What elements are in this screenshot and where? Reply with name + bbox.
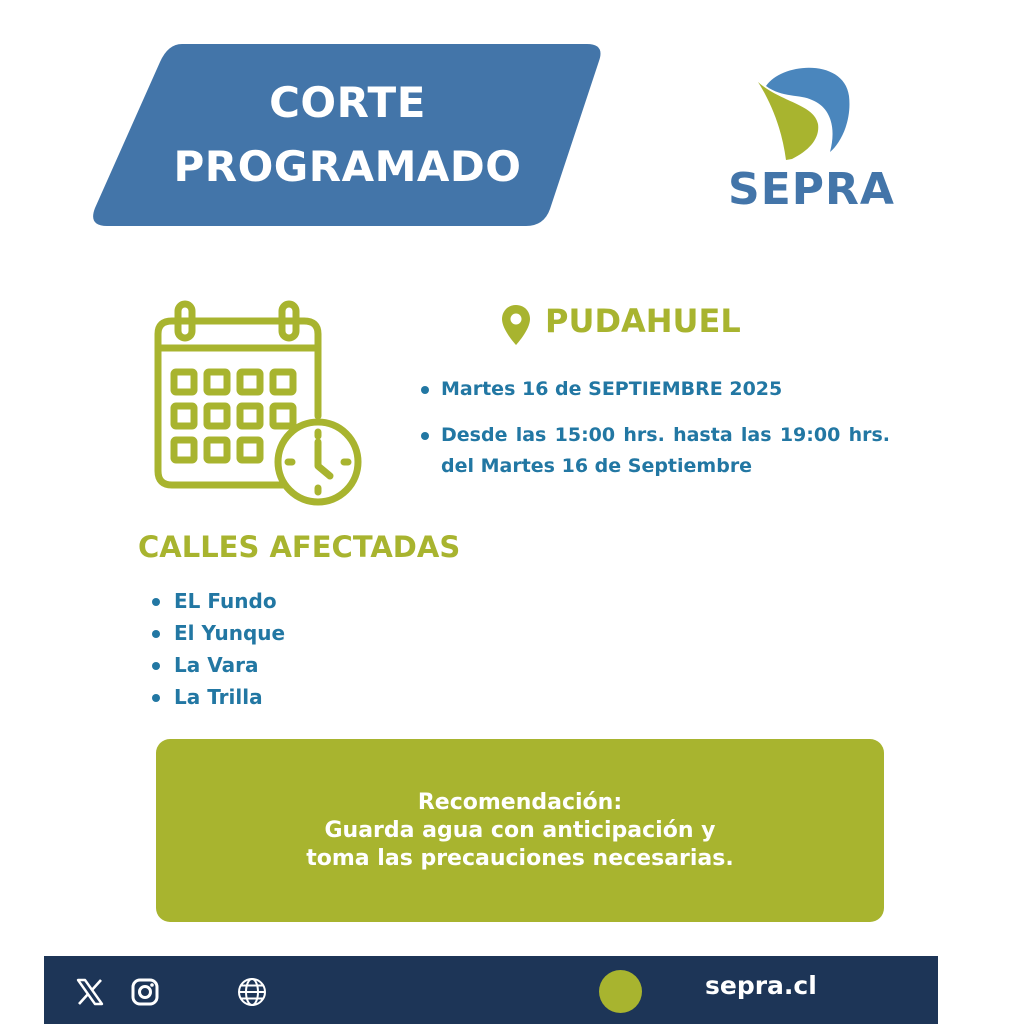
streets-list (148, 585, 285, 713)
list-item: La Vara (148, 649, 285, 681)
website-link[interactable]: sepra.cl (705, 971, 817, 1000)
detail-date: Martes 16 de SEPTIEMBRE 2025 (415, 374, 890, 405)
recommendation-box (156, 739, 884, 922)
list-item: La Trilla (148, 681, 285, 713)
instagram-icon[interactable] (129, 976, 161, 1008)
title-banner (90, 44, 605, 226)
recommendation-line-2: toma las precauciones necesarias. (306, 845, 734, 871)
streets-title: CALLES AFECTADAS (138, 530, 461, 564)
title-line-2: PROGRAMADO (173, 142, 522, 191)
globe-icon[interactable] (236, 976, 268, 1008)
footer-dot (599, 970, 642, 1013)
logo-text: SEPRA (728, 164, 895, 215)
sepra-logo-icon (752, 64, 856, 164)
list-item: EL Fundo (148, 585, 285, 617)
recommendation-title: Recomendación: (417, 789, 623, 815)
recommendation-line-1: Guarda agua con anticipación y (324, 817, 716, 843)
list-item: El Yunque (148, 617, 285, 649)
calendar-clock-icon (150, 296, 370, 512)
title-line-1: CORTE (269, 78, 426, 127)
x-icon[interactable] (74, 976, 106, 1008)
schedule-details (415, 374, 890, 497)
detail-time: Desde las 15:00 hrs. hasta las 19:00 hrs. del Martes 16 de Septiembre (415, 420, 890, 482)
location-pin-icon (500, 303, 532, 347)
location-name: PUDAHUEL (545, 302, 741, 340)
